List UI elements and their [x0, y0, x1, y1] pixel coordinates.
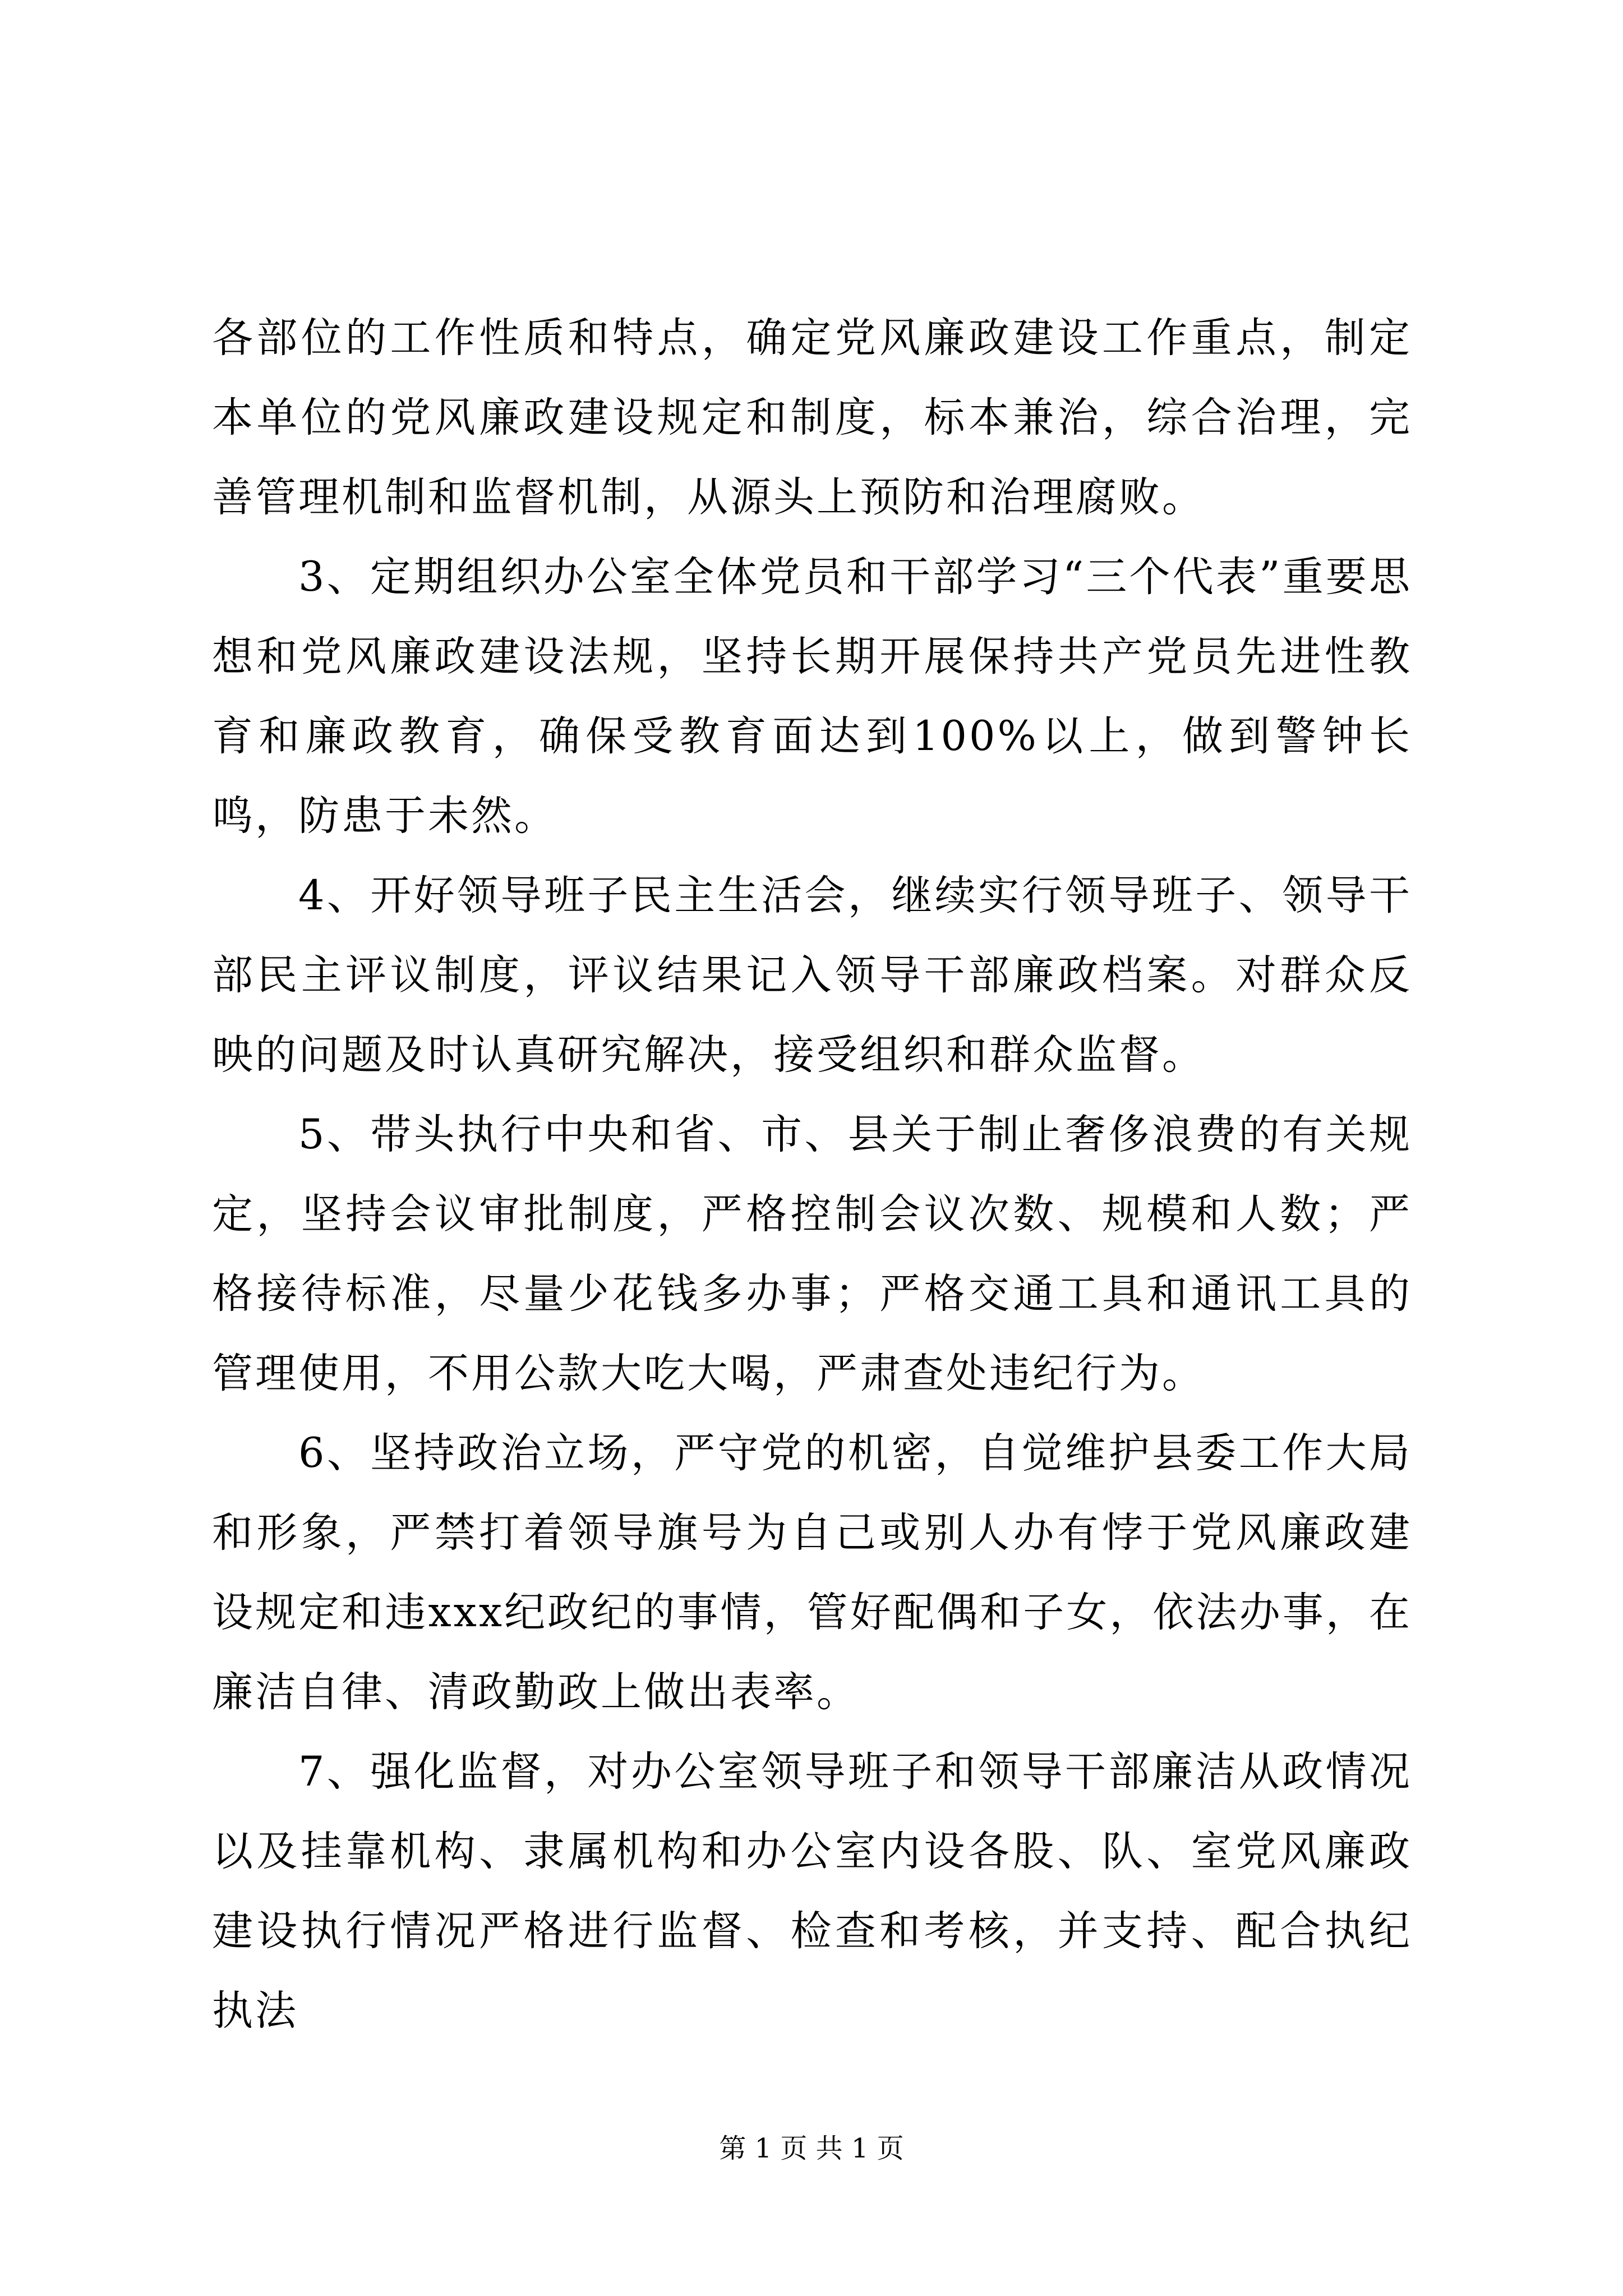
paragraph-continuation: 各部位的工作性质和特点，确定党风廉政建设工作重点，制定本单位的党风廉政建设规定和制度，标本兼治，综合治理，完善管理机制和监督机制，从源头上预防和治理腐败。 — [212, 314, 1412, 521]
paragraph-item-6: 6、坚持政治立场，严守党的机密，自觉维护县委工作大局和形象，严禁打着领导旗号为自己或别人办有悖于党风廉政建设规定和违xxx纪政纪的事情，管好配偶和子女，依法办事，在廉洁自律、清政勤政上做出表率。 — [212, 1429, 1412, 1716]
page-number-label: 第 1 页 共 1 页 — [719, 2133, 904, 2164]
document-body — [212, 298, 1412, 2051]
paragraph-item-5: 5、带头执行中央和省、市、县关于制止奢侈浪费的有关规定，坚持会议审批制度，严格控制会议次数、规模和人数；严格接待标准，尽量少花钱多办事；严格交通工具和通讯工具的管理使用，不用公款大吃大喝，严肃查处违纪行为。 — [212, 1111, 1412, 1397]
page-footer — [0, 2132, 1623, 2165]
paragraph-item-7: 7、强化监督，对办公室领导班子和领导干部廉洁从政情况以及挂靠机构、隶属机构和办公室内设各股、队、室党风廉政建设执行情况严格进行监督、检查和考核，并支持、配合执纪执法 — [212, 1748, 1412, 2035]
paragraph-item-3: 3、定期组织办公室全体党员和干部学习“三个代表”重要思想和党风廉政建设法规，坚持长期开展保持共产党员先进性教育和廉政教育，确保受教育面达到100%以上，做到警钟长鸣，防患于未然。 — [212, 553, 1412, 840]
paragraph-item-4: 4、开好领导班子民主生活会，继续实行领导班子、领导干部民主评议制度，评议结果记入领导干部廉政档案。对群众反映的问题及时认真研究解决，接受组织和群众监督。 — [212, 872, 1412, 1079]
